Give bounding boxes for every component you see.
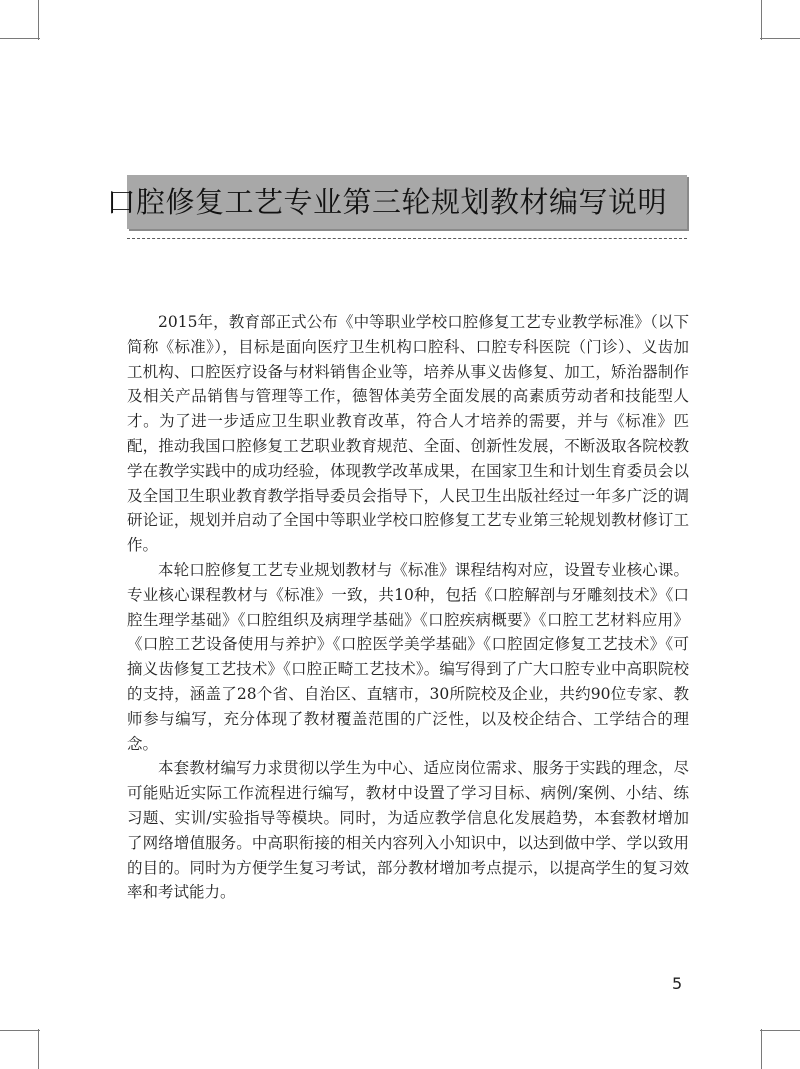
crop-mark (760, 1030, 800, 1031)
crop-mark (38, 0, 39, 40)
paragraph: 本套教材编写力求贯彻以学生为中心、适应岗位需求、服务于实践的理念，尽可能贴近实际工作流程进行编写，教材中设置了学习目标、病例/案例、小结、练习题、实训/实验指导等模块。同时，为适应教学信息化发展趋势，本套教材增加了网络增值服务。中高职衔接的相关内容列入小知识中，以达到做中学、学以致用的目的。同时为方便学生复习考试，部分教材增加考点提示，以提高学生的复习效率和考试能力。 (127, 759, 689, 902)
crop-mark (761, 1029, 762, 1069)
crop-mark (0, 38, 40, 39)
page-title: 口腔修复工艺专业第三轮规划教材编写说明 (106, 185, 667, 219)
crop-mark (38, 1029, 39, 1069)
crop-mark (761, 0, 762, 40)
title-divider (127, 238, 687, 239)
crop-mark (760, 38, 800, 39)
title-banner (106, 175, 687, 229)
page-number: 5 (672, 974, 683, 993)
paragraph: 2015年，教育部正式公布《中等职业学校口腔修复工艺专业教学标准》（以下简称《标准》），目标是面向医疗卫生机构口腔科、口腔专科医院（门诊）、义齿加工机构、口腔医疗设备与材料销售企业等，培养从事义齿修复、加工，矫治器制作及相关产品销售与管理等工作，德智体美劳全面发展的高素质劳动者和技能型人才。为了进一步适应卫生职业教育改革，符合人才培养的需要，并与《标准》匹配，推动我国口腔修复工艺职业教育规范、全面、创新性发展，不断汲取各院校教学在教学实践中的成功经验，体现教学改革成果，在国家卫生和计划生育委员会以及全国卫生职业教育教学指导委员会指导下，人民卫生出版社经过一年多广泛的调研论证，规划并启动了全国中等职业学校口腔修复工艺专业第三轮规划教材修订工作。 (127, 313, 689, 555)
paragraph: 本轮口腔修复工艺专业规划教材与《标准》课程结构对应，设置专业核心课。专业核心课程教材与《标准》一致，共10种，包括《口腔解剖与牙雕刻技术》《口腔生理学基础》《口腔组织及病理学基础》《口腔疾病概要》《口腔工艺材料应用》《口腔工艺设备使用与养护》《口腔医学美学基础》《口腔固定修复工艺技术》《可摘义齿修复工艺技术》《口腔正畸工艺技术》。编写得到了广大口腔专业中高职院校的支持，涵盖了28个省、自治区、直辖市，30所院校及企业，共约90位专家、教师参与编写，充分体现了教材覆盖范围的广泛性，以及校企结合、工学结合的理念。 (127, 560, 689, 753)
body-text (127, 310, 689, 905)
crop-mark (0, 1030, 40, 1031)
